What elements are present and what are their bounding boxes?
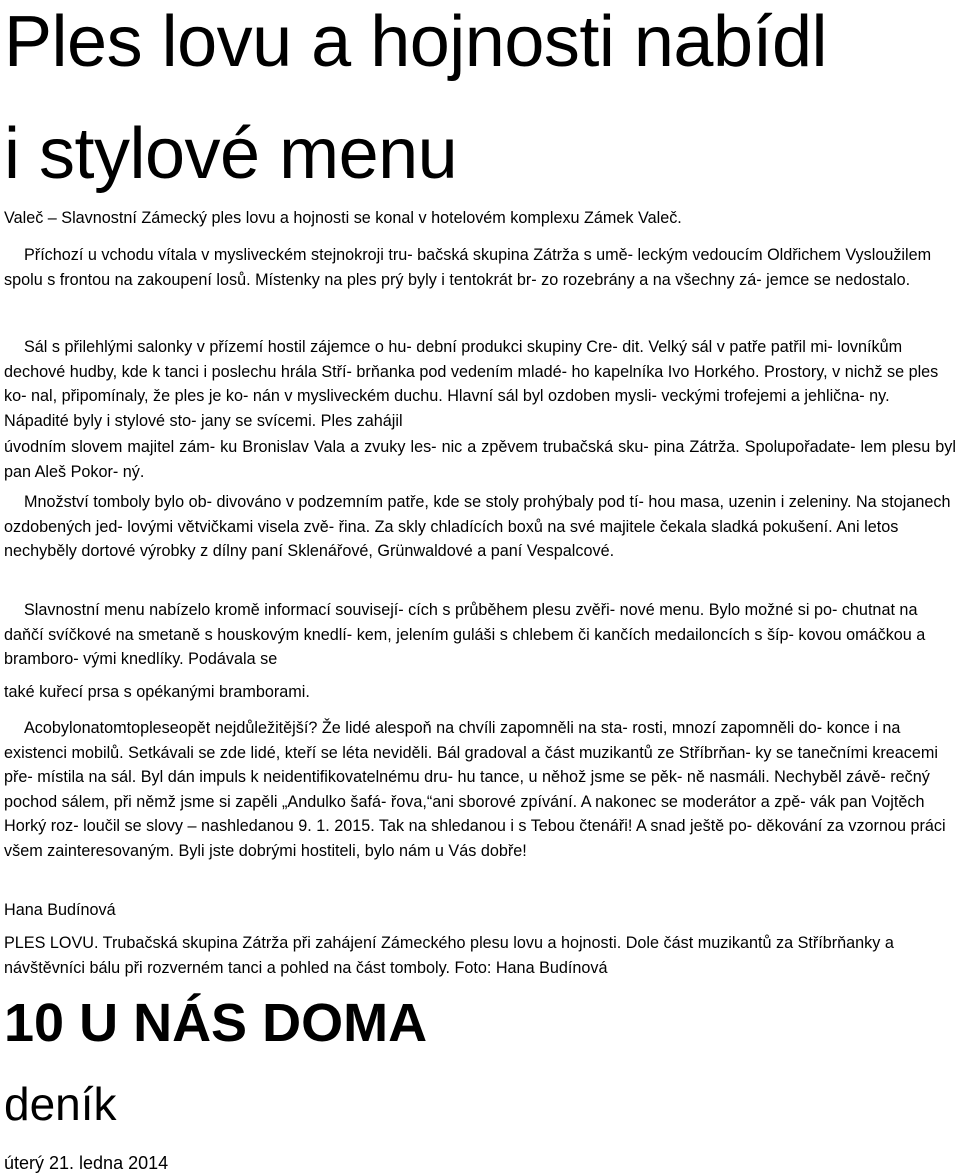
article-headline [4, 0, 827, 210]
issue-date: úterý 21. ledna 2014 [4, 1153, 169, 1173]
article-paragraph-7: Acobylonatomtopleseopět nejdůležitější? Že lidé alespoň na chvíli zapomněli na sta- rosti, mnozí zapomněli do- konce i na existenci mobilů. Setkávali se zde lidé, kteří se léta neviděli. Bál gradoval a část muzikantů ze Stříbrňan- ky se tanečními kreacemi pře- místila na sál. Byl dán impuls k neidentifikovatelnému dru- hu tance, u něhož jsme se pěk- ně nasmáli. Nechyběl závě- rečný pochod sálem, při němž jsme si zapěli „Andulko šafá- řova,“ani sborové zpívání. A nakonec se moderátor a zpě- vák pan Vojtěch Horký roz- loučil se slovy – nashledanou 9. 1. 2015. Tak na shledanou i s Tebou čtenáři! A snad ještě po- děkování za vzornou práci všem zainteresovaným. Byli jste dobrými hostiteli, bylo nám u Vás dobře! [4, 719, 946, 860]
article-paragraph-1: Příchozí u vchodu vítala v mysliveckém stejnokroji tru- bačská skupina Zátrža s umě- leckým vedoucím Oldřichem Vysloužilem spolu s frontou na zakoupení losů. Místenky na ples prý byly i tentokrát br- zo rozebrány a na všechny zá- jemce se nedostalo. [4, 246, 932, 289]
page-section-title: 10 U NÁS DOMA [4, 993, 428, 1053]
photo-caption: PLES LOVU. Trubačská skupina Zátrža při zahájení Zámeckého plesu lovu a hojnosti. Dole část muzikantů za Stříbrňanky a návštěvníci bálu při rozverném tanci a pohled na část tomboly. Foto: Hana Budínová [4, 934, 894, 977]
headline-line-1: Ples lovu a hojnosti nabídl [4, 2, 828, 82]
article-paragraph-2: Sál s přilehlými salonky v přízemí hostil zájemce o hu- dební produkci skupiny Cre- dit. Velký sál v patře patřil mi- lovníkům dechové hudby, kde k tanci i poslechu hrála Stří- brňanka pod vedením mladé- ho kapelníka Ivo Horkého. Prostory, v nichž se ples ko- nal, připomínaly, že ples je ko- nán v mysliveckém duchu. Hlavní sál byl ozdoben mysli- veckými trofejemi a jehlična- ny. Nápadité byly i stylové sto- jany se svícemi. Ples zahájil [4, 338, 939, 430]
headline-line-2: i stylové menu [4, 114, 458, 194]
article-paragraph-4: Množství tomboly bylo ob- divováno v podzemním patře, kde se stoly prohýbaly pod tí- hou masa, uzenin i zeleniny. Na stojanech ozdobených jed- lovými větvičkami visela zvě- řina. Za skly chladících boxů na své majitele čekala sladká pokušení. Ani letos nechyběly dortové výrobky z dílny paní Sklenářové, Grünwaldové a paní Vespalcové. [4, 493, 951, 560]
newspaper-name: deník [4, 1078, 117, 1130]
article-paragraph-3: úvodním slovem majitel zám- ku Bronislav Vala a zvuky les- nic a zpěvem trubačská sku- pina Zátrža. Spolupořadate- lem plesu byl pan Aleš Pokor- ný. [4, 438, 956, 481]
article-author: Hana Budínová [4, 901, 116, 919]
article-lead: Valeč – Slavnostní Zámecký ples lovu a hojnosti se konal v hotelovém komplexu Zámek Valeč. [4, 209, 682, 227]
article-paragraph-6: také kuřecí prsa s opékanými bramborami. [4, 683, 310, 701]
article-paragraph-5: Slavnostní menu nabízelo kromě informací souvisejí- cích s průběhem plesu zvěři- nové menu. Bylo možné si po- chutnat na daňčí svíčkové na smetaně s houskovým knedlí- kem, jelením guláši s chlebem či kančích medailoncích s šíp- kovou omáčkou a bramboro- vými knedlíky. Podávala se [4, 601, 926, 668]
